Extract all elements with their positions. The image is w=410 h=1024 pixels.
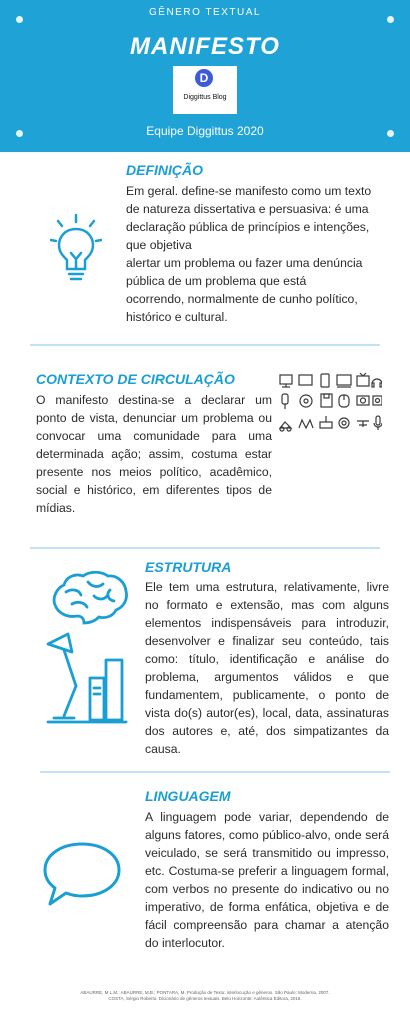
section-text-linguagem: A linguagem pode variar, dependendo de alguns fatores, como público-alvo, onde será veiculado, se será transmitido ou impresso, etc. Costuma-se preferir a linguagem formal, com verbos no presente do indicativo ou no imperativo, de forma enfática, objetiva e de fácil compreensão para chamar a atenção do interlocutor. (145, 810, 389, 950)
header-banner (0, 0, 410, 152)
media-devices-icon-grid (277, 372, 382, 448)
text-line: alertar um problema ou fazer uma denúncia (126, 256, 363, 270)
references (0, 990, 410, 1002)
brain-icon (50, 568, 130, 628)
speech-bubble-icon (40, 838, 124, 910)
team-label: Equipe Diggittus 2020 (146, 124, 264, 138)
logo-letter: D (195, 69, 213, 87)
section-text-estrutura: Ele tem uma estrutura, relativamente, livre no formato e extensão, mas com alguns elementos indispensáveis para introduzir, desenvolver e finalizar seu conteúdo, tais como: título, identificação e análise do problema, argumentos válidos e que fundamentem, publicamente, o ponto de vista do(s) autor(es), local, data, assinaturas dos autores e, até, dos simpatizantes da causa. (145, 580, 389, 756)
section-title-definicao: DEFINIÇÃO (126, 162, 203, 178)
text-line: histórico e cultural. (126, 310, 228, 324)
text-line: pública de um problema que está (126, 274, 307, 288)
text-line: ocorrendo, normalmente de cunho político, (126, 292, 358, 306)
section-text-contexto: O manifesto destina-se a declarar um ponto de vista, denunciar um problema ou convocar uma comunidade para uma determinada ação; assim, costuma estar presente nos meios político, acadêmico, social e histórico, em diferentes tipos de mídias. (36, 393, 272, 515)
section-divider (30, 344, 380, 346)
genre-kicker: GÊNERO TEXTUAL (149, 7, 261, 18)
reference-item: COSTA, Sérgio Roberto. Dicionário de gêneros textuais. Belo Horizonte: Autêntica Editora, 2018. (108, 996, 302, 1001)
text-line: de natureza dissertativa e persuasiva: é uma (126, 202, 369, 216)
text-line: que objetiva (126, 238, 192, 252)
section-divider (30, 547, 380, 549)
page-title: MANIFESTO (130, 33, 280, 60)
lightbulb-icon (50, 213, 102, 285)
blog-logo (173, 66, 237, 114)
text-line: Em geral. define-se manifesto como um texto (126, 184, 372, 198)
logo-name: Diggittus Blog (183, 94, 227, 101)
section-text-definicao (126, 182, 396, 326)
section-divider (40, 771, 390, 773)
section-title-estrutura: ESTRUTURA (145, 559, 232, 575)
section-title-contexto: CONTEXTO DE CIRCULAÇÃO (36, 371, 235, 387)
text-line: declaração pública de princípios e intenções, (126, 220, 370, 234)
reference-item: ABAURRE, M.L.M.; ABAURRE, M.B.; PONTARA, M. Produção de Texto: interlocução e gêneros. São Paulo: Moderna, 2007. (80, 990, 330, 995)
section-title-linguagem: LINGUAGEM (145, 788, 231, 804)
desk-lamp-books-icon (42, 632, 128, 726)
